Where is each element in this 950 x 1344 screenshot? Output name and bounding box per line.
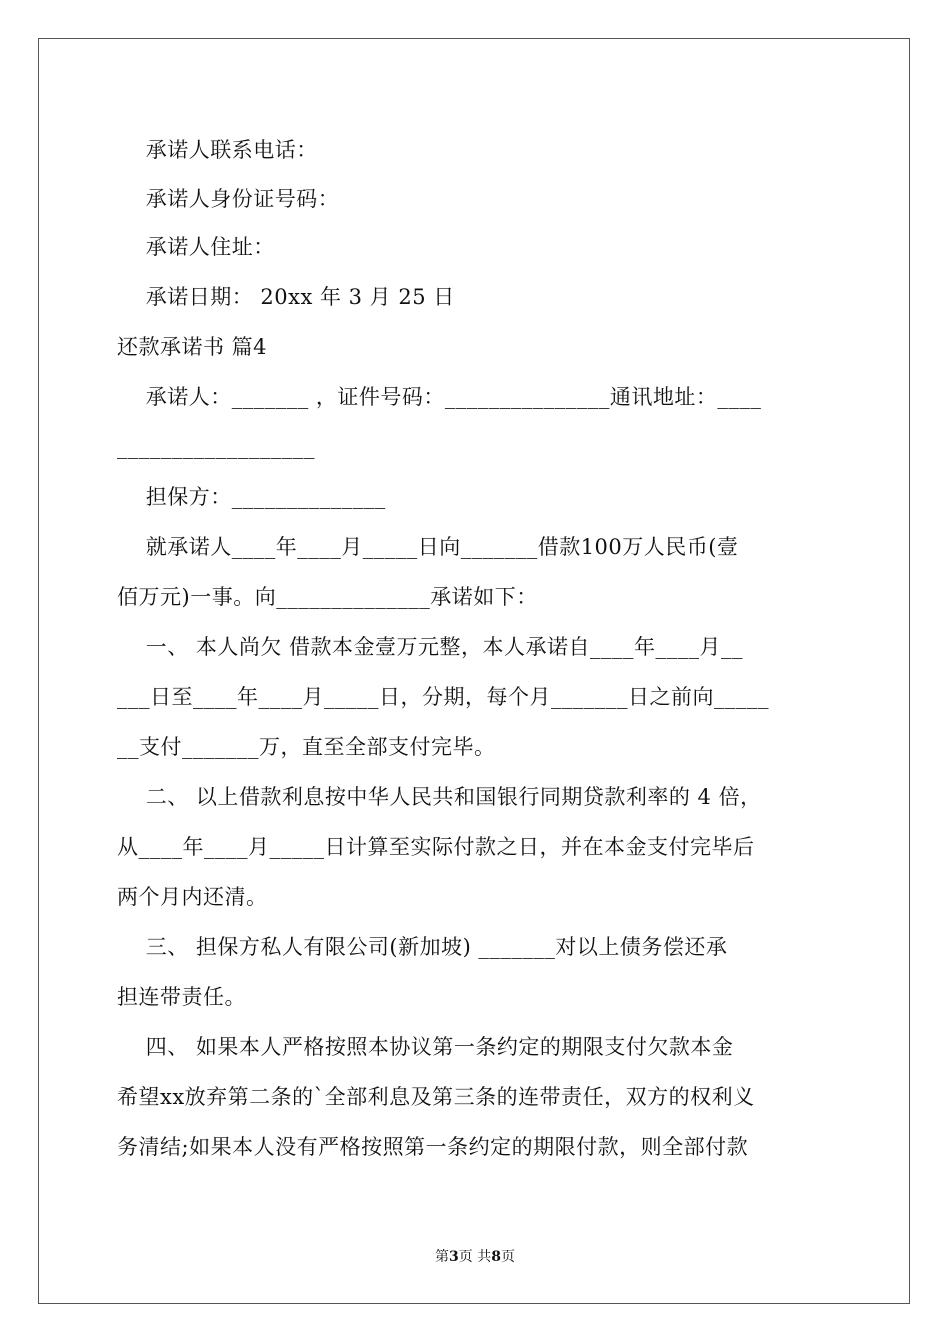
page-mid: 页 共 — [458, 1249, 492, 1265]
text-line: 四、 如果本人严格按照本协议第一条约定的期限支付欠款本金 — [117, 1035, 734, 1059]
text-line: 两个月内还清。 — [117, 885, 268, 909]
total-pages: 8 — [491, 1249, 501, 1265]
text-line: 担保方：______________ — [117, 485, 386, 509]
section-heading: 还款承诺书 篇4 — [117, 335, 268, 359]
text-line: ___日至____年____月_____日，分期，每个月_______日之前向_____ — [117, 685, 769, 709]
text-line: 承诺人联系电话： — [117, 138, 318, 162]
text-line: 承诺人：_______ ，证件号码：_______________通讯地址：____ — [117, 385, 762, 409]
text-line: __支付_______万，直至全部支付完毕。 — [117, 735, 496, 759]
text-line: 佰万元)一事。向______________承诺如下： — [117, 585, 538, 609]
page-suffix: 页 — [500, 1249, 515, 1265]
text-line: 从____年____月_____日计算至实际付款之日，并在本金支付完毕后 — [117, 835, 755, 859]
text-line: 就承诺人____年____月_____日向_______借款100万人民币(壹 — [117, 535, 739, 559]
text-line: 二、 以上借款利息按中华人民共和国银行同期贷款利率的 4 倍， — [117, 785, 762, 809]
text-line: 三、 担保方私人有限公司(新加坡) _______对以上债务偿还承 — [117, 935, 728, 959]
page-prefix: 第 — [435, 1249, 450, 1265]
text-line: 担连带责任。 — [117, 985, 246, 1009]
text-line: 承诺人身份证号码： — [117, 187, 340, 211]
text-line: 承诺日期： 20xx 年 3 月 25 日 — [117, 285, 455, 309]
current-page: 3 — [449, 1249, 459, 1265]
page-border — [38, 38, 910, 1304]
text-line: 一、 本人尚欠 借款本金壹万元整，本人承诺自____年____月__ — [117, 635, 744, 659]
text-line: __________________ — [117, 435, 315, 459]
page-number — [0, 1248, 950, 1266]
text-line: 承诺人住址： — [117, 235, 275, 259]
text-line: 希望xx放弃第二条的`全部利息及第三条的连带责任，双方的权利义 — [117, 1085, 755, 1109]
text-line: 务清结;如果本人没有严格按照第一条约定的期限付款，则全部付款 — [117, 1135, 749, 1159]
